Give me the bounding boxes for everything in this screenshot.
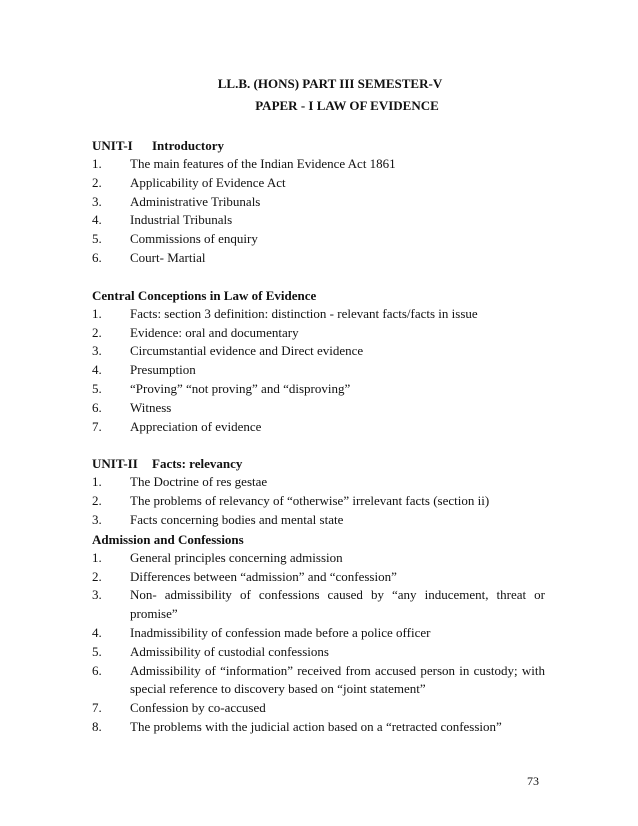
- item-number: 1.: [92, 305, 102, 321]
- item-text: The problems of relevancy of “otherwise” irrelevant facts (section ii): [130, 493, 490, 509]
- item-number: 4.: [92, 624, 102, 640]
- list-item: [92, 399, 545, 418]
- paper-title: PAPER - I LAW OF EVIDENCE: [255, 98, 439, 113]
- admission-heading: Admission and Confessions: [92, 531, 244, 547]
- list-item: [92, 568, 545, 587]
- unit1-title: Introductory: [152, 138, 224, 153]
- item-text: Differences between “admission” and “confession”: [130, 568, 397, 584]
- item-text: Inadmissibility of confession made before a police officer: [130, 624, 431, 640]
- unit1-label: UNIT-I: [92, 138, 133, 153]
- item-number: 5.: [92, 643, 102, 659]
- item-text: Evidence: oral and documentary: [130, 324, 299, 340]
- list-item: [92, 718, 545, 737]
- unit2-label: UNIT-II: [92, 456, 138, 472]
- item-number: 7.: [92, 700, 102, 716]
- item-text: Non- admissibility of confessions caused by “any inducement, threat or promise”: [130, 587, 545, 622]
- item-number: 6.: [92, 662, 102, 678]
- item-text: “Proving” “not proving” and “disproving”: [130, 380, 351, 396]
- unit1-list: [92, 155, 545, 268]
- item-number: 3.: [92, 587, 102, 603]
- spacer: [92, 436, 545, 454]
- unit2-list: [92, 473, 545, 529]
- item-number: 8.: [92, 718, 102, 734]
- list-item: [92, 643, 545, 662]
- unit2-heading: [92, 454, 545, 473]
- item-text: Circumstantial evidence and Direct evidence: [130, 343, 364, 359]
- item-number: 2.: [92, 493, 102, 509]
- item-number: 2.: [92, 174, 102, 190]
- item-number: 7.: [92, 418, 102, 434]
- page-number: 73: [527, 774, 539, 788]
- list-item: [92, 586, 545, 624]
- item-text: General principles concerning admission: [130, 549, 343, 565]
- item-text: The main features of the Indian Evidence Act 1861: [130, 156, 396, 171]
- item-number: 1.: [92, 156, 102, 171]
- item-number: 2.: [92, 324, 102, 340]
- list-item: [92, 511, 545, 530]
- item-text: Facts concerning bodies and mental state: [130, 511, 344, 527]
- item-text: Industrial Tribunals: [130, 212, 233, 228]
- item-text: Appreciation of evidence: [130, 418, 262, 434]
- item-number: 6.: [92, 399, 102, 415]
- item-text: Administrative Tribunals: [130, 193, 261, 209]
- admission-list: [92, 549, 545, 737]
- list-item: [92, 380, 545, 399]
- unit1-heading: [92, 136, 545, 155]
- item-text: The Doctrine of res gestae: [130, 474, 268, 490]
- list-item: [92, 305, 545, 324]
- syllabus-content: [92, 136, 545, 737]
- item-number: 3.: [92, 343, 102, 359]
- item-number: 1.: [92, 549, 102, 565]
- list-item: [92, 361, 545, 380]
- item-number: 6.: [92, 249, 102, 265]
- list-item: [92, 211, 545, 230]
- list-item: [92, 699, 545, 718]
- item-text: Commissions of enquiry: [130, 231, 258, 247]
- item-text: Presumption: [130, 362, 196, 378]
- list-item: [92, 492, 545, 511]
- item-number: 3.: [92, 193, 102, 209]
- list-item: [92, 324, 545, 343]
- item-text: Admissibility of custodial confessions: [130, 643, 329, 659]
- spacer: [92, 268, 545, 286]
- item-text: Facts: section 3 definition: distinction - relevant facts/facts in issue: [130, 305, 478, 321]
- item-number: 2.: [92, 568, 102, 584]
- list-item: [92, 342, 545, 361]
- item-text: Court- Martial: [130, 249, 206, 265]
- item-text: The problems with the judicial action based on a “retracted confession”: [130, 718, 502, 734]
- list-item: [92, 473, 545, 492]
- list-item: [92, 624, 545, 643]
- list-item: [92, 418, 545, 437]
- central-list: [92, 305, 545, 437]
- unit2-title: Facts: relevancy: [152, 456, 243, 472]
- item-text: Confession by co-accused: [130, 700, 266, 716]
- list-item: [92, 174, 545, 193]
- item-number: 1.: [92, 474, 102, 490]
- list-item: [92, 155, 545, 174]
- list-item: [92, 662, 545, 700]
- item-text: Admissibility of “information” received from accused person in custody; with special reference to discovery based on “joint statement”: [130, 662, 545, 697]
- item-number: 4.: [92, 362, 102, 378]
- item-number: 5.: [92, 380, 102, 396]
- item-number: 5.: [92, 231, 102, 247]
- list-item: [92, 549, 545, 568]
- item-text: Witness: [130, 399, 172, 415]
- list-item: [92, 249, 545, 268]
- course-title: LL.B. (HONS) PART III SEMESTER-V: [217, 76, 443, 91]
- list-item: [92, 230, 545, 249]
- central-heading: Central Conceptions in Law of Evidence: [92, 287, 317, 303]
- item-number: 4.: [92, 212, 102, 228]
- list-item: [92, 193, 545, 212]
- item-number: 3.: [92, 511, 102, 527]
- item-text: Applicability of Evidence Act: [130, 174, 286, 190]
